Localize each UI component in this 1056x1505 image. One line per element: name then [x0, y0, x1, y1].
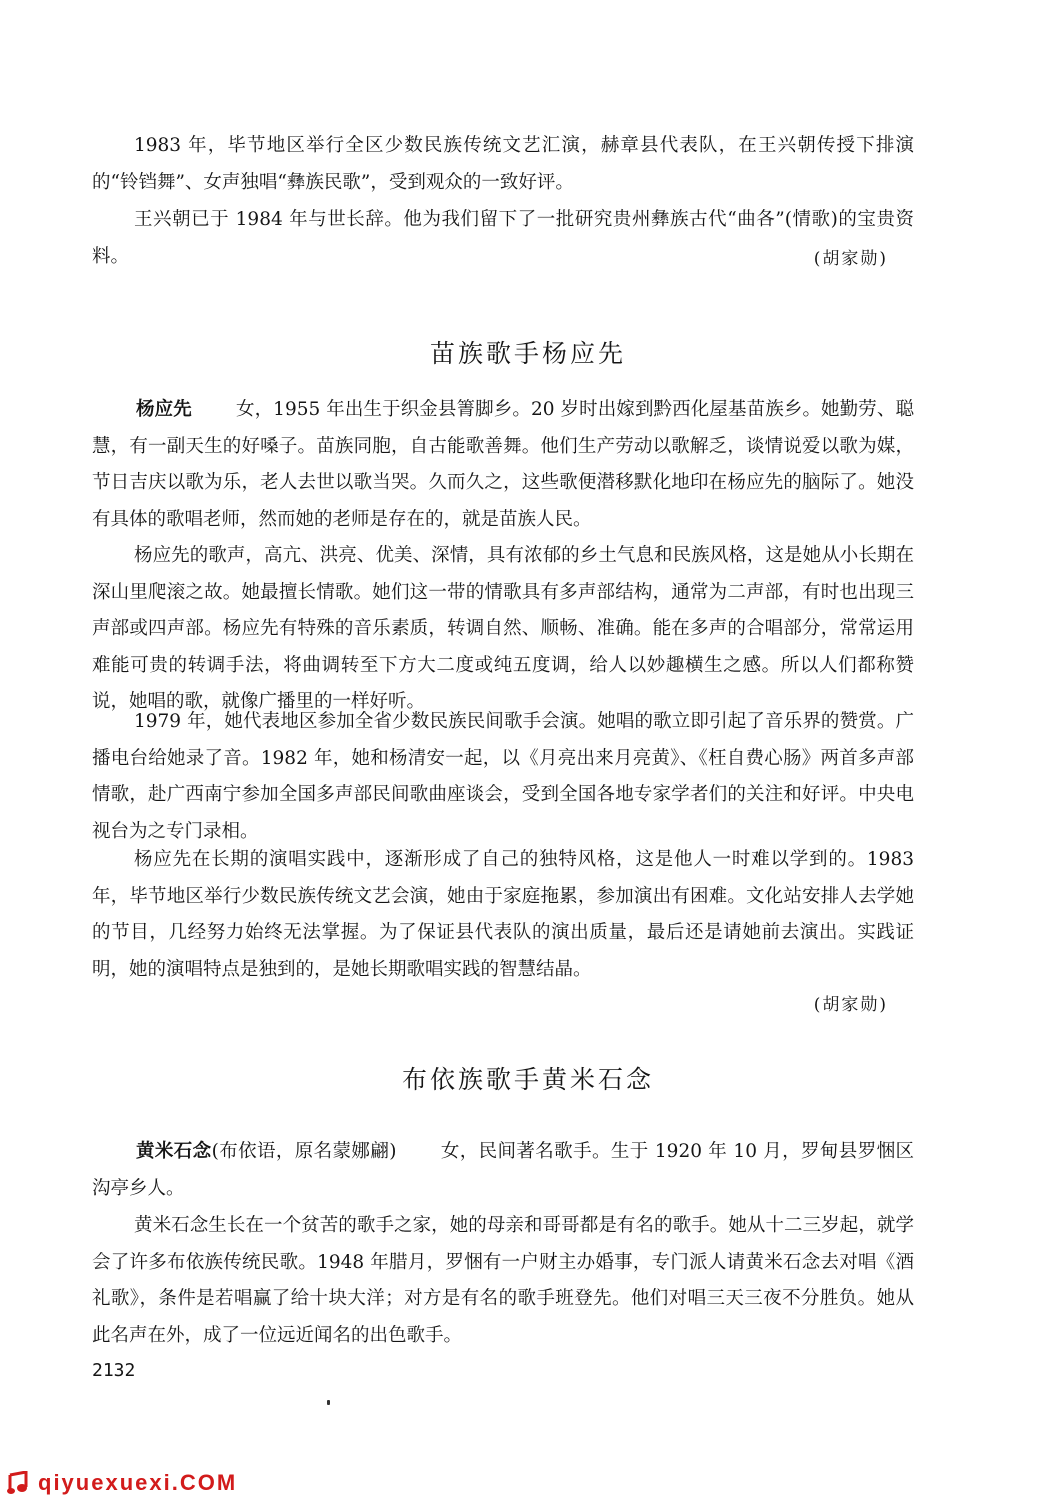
intro-paragraph-1: 1983 年，毕节地区举行全区少数民族传统文艺汇演，赫章县代表队，在王兴朝传授下排演的“铃铛舞”、女声独唱“彝族民歌”，受到观众的一致好评。 — [92, 135, 914, 193]
intro-author: (胡家勋) — [813, 249, 888, 269]
section2-person-name: 黄米石念 — [136, 1141, 212, 1162]
section2-paragraph-1-text: 女，民间著名歌手。生于 1920 年 10 月，罗甸县罗悃区沟亭乡人。 — [92, 1141, 914, 1199]
section1-author: (胡家勋) — [813, 995, 888, 1015]
section2-paragraph-2: 黄米石念生长在一个贫苦的歌手之家，她的母亲和哥哥都是有名的歌手。她从十二三岁起，就学会了许多布依族传统民歌。1948 年腊月，罗悃有一户财主办婚事，专门派人请黄米石念去对唱《酒礼歌》，条件是若唱赢了给十块大洋；对方是有名的歌手班登先。他们对唱三天三夜不分胜负。她从此名声在外，成了一位远近闻名的出色歌手。 — [92, 1215, 914, 1346]
music-note-icon — [6, 1471, 34, 1495]
section2-name-note: (布依语，原名蒙娜翩) — [211, 1141, 397, 1162]
section2-heading: 布依族歌手黄米石念 — [401, 1065, 654, 1094]
page-number: 2132 — [92, 1360, 136, 1381]
section1-paragraph-1-text: 女，1955 年出生于织金县箐脚乡。20 岁时出嫁到黔西化屋基苗族乡。她勤劳、聪慧，有一副天生的好嗓子。苗族同胞，自古能歌善舞。他们生产劳动以歌解乏，谈情说爱以歌为媒，节日吉庆以歌为乐，老人去世以歌当哭。久而久之，这些歌便潜移默化地印在杨应先的脑际了。她没有具体的歌唱老师，然而她的老师是存在的，就是苗族人民。 — [92, 399, 914, 530]
scan-speck — [327, 1400, 330, 1405]
section1-paragraph-1 — [92, 392, 914, 538]
intro-paragraph-2: 王兴朝已于 1984 年与世长辞。他为我们留下了一批研究贵州彝族古代“曲各”(情歌)的宝贵资料。 — [92, 209, 914, 267]
section1-heading: 苗族歌手杨应先 — [429, 339, 626, 368]
section2-paragraph-1 — [92, 1134, 914, 1207]
section1-paragraph-2: 杨应先的歌声，高亢、洪亮、优美、深情，具有浓郁的乡土气息和民族风格，这是她从小长期在深山里爬滚之故。她最擅长情歌。她们这一带的情歌具有多声部结构，通常为二声部，有时也出现三声部或四声部。杨应先有特殊的音乐素质，转调自然、顺畅、准确。能在多声的合唱部分，常常运用难能可贵的转调手法，将曲调转至下方大二度或纯五度调，给人以妙趣横生之感。所以人们都称赞说，她唱的歌，就像广播里的一样好听。 — [92, 545, 914, 713]
watermark — [6, 1470, 237, 1496]
watermark-text: qiyuexuexi.COM — [38, 1470, 238, 1495]
section1-paragraph-3: 1979 年，她代表地区参加全省少数民族民间歌手会演。她唱的歌立即引起了音乐界的赞赏。广播电台给她录了音。1982 年，她和杨清安一起，以《月亮出来月亮黄》、《枉自费心肠》两首多声部情歌，赴广西南宁参加全国多声部民间歌曲座谈会，受到全国各地专家学者们的关注和好评。中央电视台为之专门录相。 — [92, 711, 914, 842]
section1-paragraph-4: 杨应先在长期的演唱实践中，逐渐形成了自己的独特风格，这是他人一时难以学到的。1983 年，毕节地区举行少数民族传统文艺会演，她由于家庭拖累，参加演出有困难。文化站安排人去学她的节目，几经努力始终无法掌握。为了保证县代表队的演出质量，最后还是请她前去演出。实践证明，她的演唱特点是独到的，是她长期歌唱实践的智慧结晶。 — [92, 849, 914, 980]
section1-person-name: 杨应先 — [136, 399, 192, 420]
